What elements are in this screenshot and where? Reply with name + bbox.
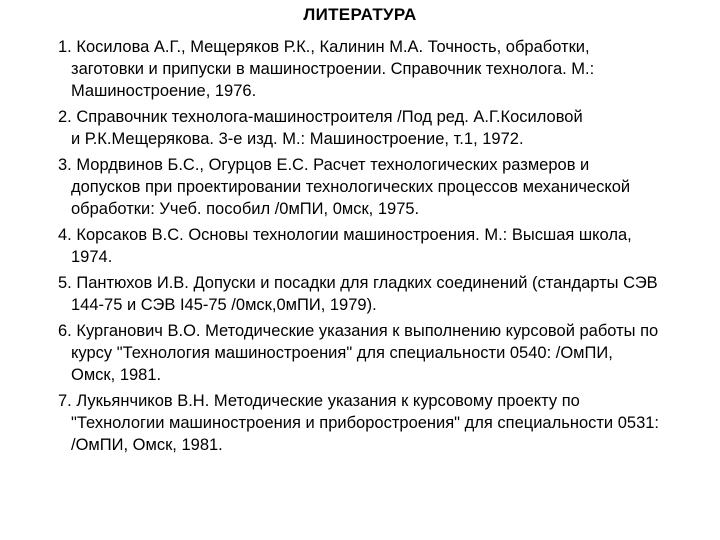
reference-item-7: 7. Лукьянчиков В.Н. Методические указания к курсовому проекту по "Технологии машиностроения и приборостроения" для специальности 0531: /ОмПИ, Омск, 1981. xyxy=(58,392,660,454)
reference-item-2: 2. Справочник технолога-машиностроителя /Под ред. А.Г.Косиловой и Р.К.Мещерякова. 3-е изд. М.: Машиностроение, т.1, 1972. xyxy=(58,108,583,148)
reference-item-1: 1. Косилова А.Г., Мещеряков Р.К., Калинин М.А. Точность, обработки, заготовки и припуски в машиностроении. Справочник технолога. М.: Машиностроение, 1976. xyxy=(58,38,595,100)
reference-item-6: 6. Курганович В.О. Методические указания к выполнению курсовой работы по курсу "Технология машиностроения" для специальности 0540: /ОмПИ, Омск, 1981. xyxy=(58,322,659,384)
reference-list xyxy=(58,36,720,460)
reference-item-4: 4. Корсаков В.С. Основы технологии машиностроения. М.: Высшая школа, 1974. xyxy=(58,226,632,266)
page-title: ЛИТЕРАТУРА xyxy=(303,5,417,24)
reference-item-5: 5. Пантюхов И.В. Допуски и посадки для гладких соединений (стандарты СЭВ 144-75 и СЭВ І45-75 /0мск,0мПИ, 1979). xyxy=(58,274,658,314)
reference-item-3: 3. Мордвинов Б.С., Огурцов Е.С. Расчет технологических размеров и допусков при проектировании технологических процессов механической обработки: Учеб. пособил /0мПИ, 0мск, 1975. xyxy=(58,156,631,218)
